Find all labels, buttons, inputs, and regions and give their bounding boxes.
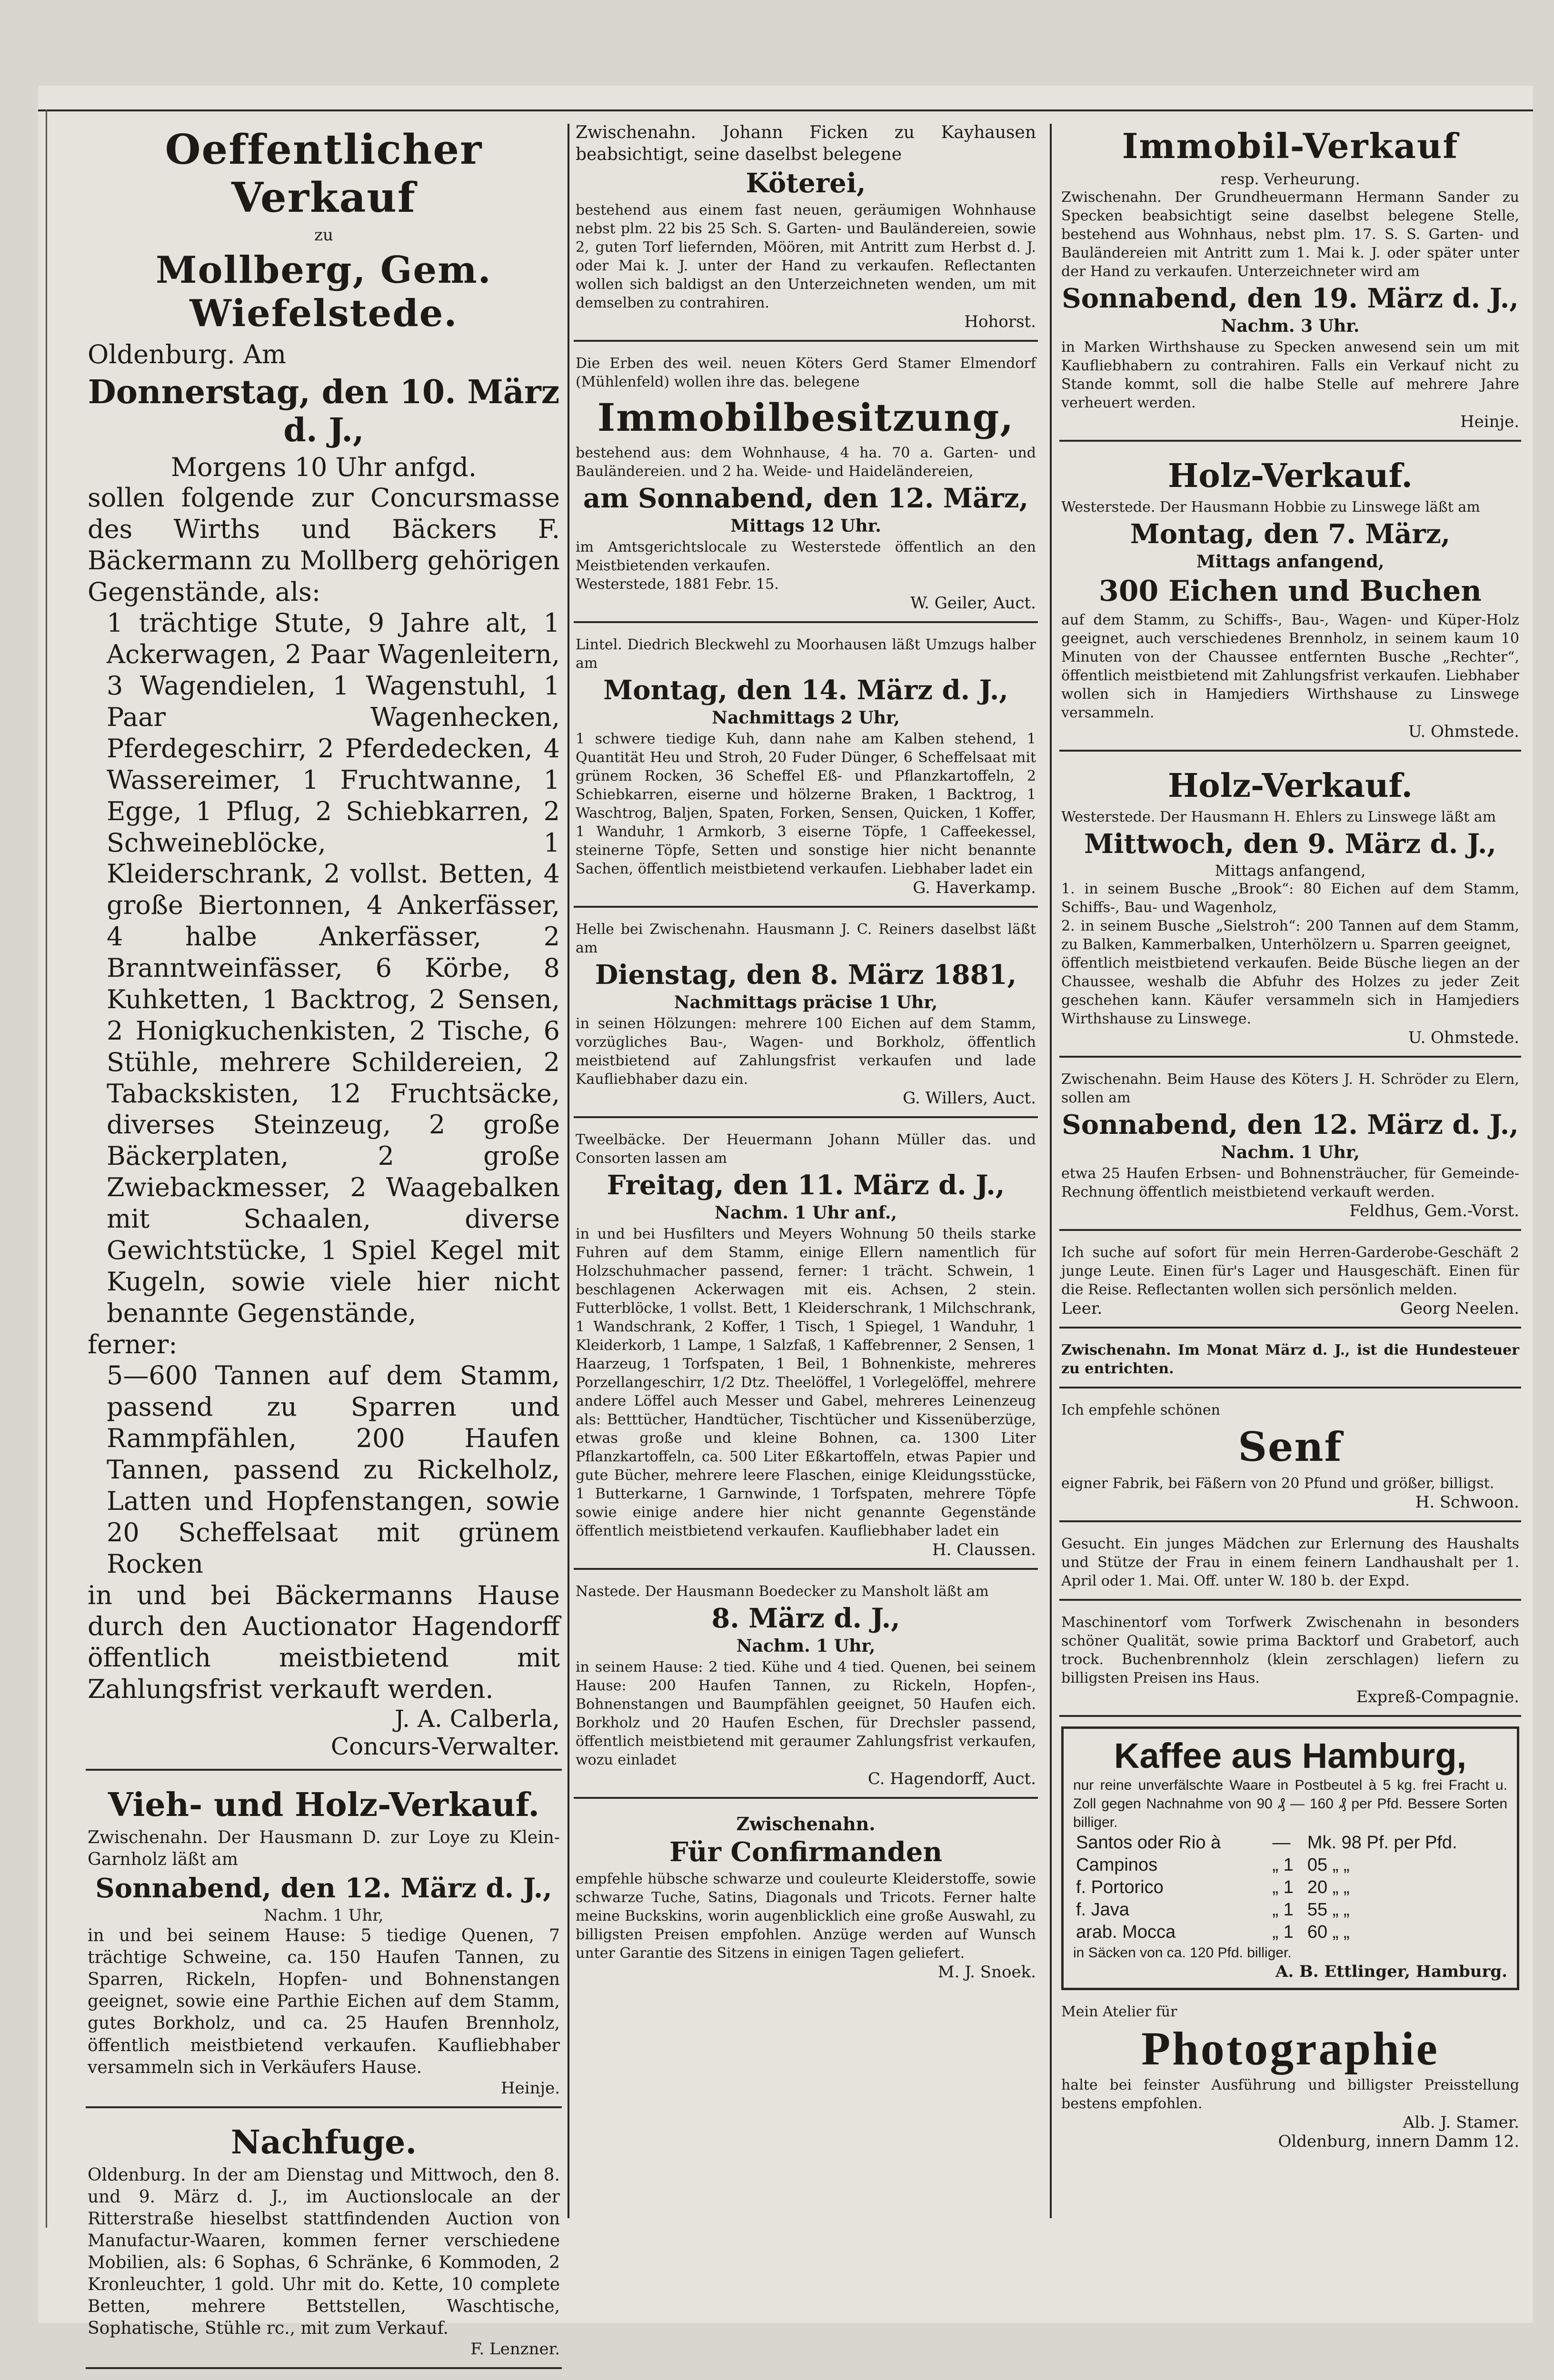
table-cell: f. Portorico	[1076, 1877, 1164, 1897]
table-row	[1073, 1899, 1507, 1921]
ad-signature: U. Ohmstede.	[1408, 722, 1519, 741]
ad-hundesteuer	[1059, 1338, 1521, 1388]
column-divider	[1050, 124, 1052, 2218]
ad-oeffentlicher-verkauf	[86, 119, 562, 1771]
ad-body: Zwischenahn. Im Monat März d. J., ist die Hundesteuer zu entrichten.	[1061, 1342, 1519, 1377]
column-3	[1059, 119, 1521, 2169]
column-2	[574, 119, 1038, 2000]
ad-title: Holz-Verkauf.	[1167, 457, 1413, 495]
ad-tweelbaecke	[574, 1128, 1038, 1570]
ad-time: Nachm. 3 Uhr.	[1221, 316, 1360, 336]
table-cell: „ 1	[1272, 1922, 1294, 1942]
ad-footer	[1061, 1299, 1519, 1318]
ad-place: Westerstede, 1881 Febr. 15.	[576, 576, 779, 593]
ad-helle	[574, 917, 1038, 1118]
ad-immobil-verkauf	[1059, 119, 1521, 442]
ad-signature: Expreß-Compagnie.	[1356, 1687, 1519, 1706]
ad-intro: Zwischenahn. Johann Ficken zu Kayhausen beabsichtigt, seine daselbst belegene	[576, 123, 1036, 165]
ad-title: Senf	[1238, 1423, 1343, 1470]
ad-subtitle: resp. Verheurung.	[1220, 170, 1360, 188]
ad-signature: Feldhus, Gem.-Vorst.	[1349, 1201, 1519, 1220]
ad-body: Zwischenahn. Der Grundheuermann Hermann Sander zu Specken beabsichtigt seine daselbst belegene Stelle, bestehend aus Wohnhaus, nebst plm. 17. S. S. Garten- und Bauländereien mit Antritt zum 1. Mai k. J. oder später unter der Hand zu verkaufen. Unterzeichneter wird am	[1061, 189, 1519, 280]
ad-intro: Westerstede. Der Hausmann Hobbie zu Linswege läßt am	[1061, 499, 1480, 516]
ad-line: Oldenburg. Am	[88, 339, 287, 369]
ad-body: Ich suche auf sofort für mein Herren-Garderobe-Geschäft 2 junge Leute. Einen für's Lager und Hausgeschäft. Einen für die Reise. Reflectanten wollen sich persönlich melden.	[1061, 1244, 1519, 1298]
ad-nachfuge	[86, 2118, 562, 2370]
ad-signature: G. Willers, Auct.	[903, 1089, 1036, 1108]
ad-intro: Mein Atelier für	[1061, 2003, 1177, 2020]
ad-signature: Concurs-Verwalter.	[330, 1733, 560, 1760]
ad-signature: W. Geiler, Auct.	[910, 594, 1036, 613]
ad-footnote: in Säcken von ca. 120 Pfd. billiger.	[1073, 1945, 1292, 1961]
ad-signature: Hohorst.	[964, 312, 1036, 332]
ad-time: Mittags anfangend,	[1215, 862, 1366, 880]
ad-date: Sonnabend, den 12. März d. J.,	[95, 1873, 552, 1904]
ad-time: Mittags 12 Uhr.	[730, 516, 881, 536]
ad-title: Photographie	[1141, 2022, 1439, 2075]
ad-date: am Sonnabend, den 12. März,	[583, 483, 1029, 515]
ad-time: Nachm. 1 Uhr,	[736, 1636, 876, 1656]
ad-photographie	[1059, 2000, 1521, 2160]
ad-body: in und bei Husfilters und Meyers Wohnung 50 theils starke Fuhren auf dem Stamm, einige Ellern namentlich für Holzschuhmacher passend, ferner: 1 trächt. Schwein, 1 beschlagenen Ackerwagen mit eis. Achsen, 2 stein. Futterblöcke, 1 vollst. Bett, 1 Kleiderschrank, 1 Milchschrank, 1 Wandschrank, 2 Koffer, 1 Tisch, 1 Spiegel, 1 Wanduhr, 1 Kleiderkorb, 1 Lampe, 1 Salzfaß, 1 Kaffebrenner, 2 Sensen, 1 Haarzeug, 1 Torfspaten, 1 Beil, 1 Bohnenkiste, mehreres Porzellangeschirr, 1/2 Dtz. Theelöffel, 1 Vorlegelöffel, mehrere andere Löffel auch Messer und Gabel, mehreres Leinenzeug als: Betttücher, Handtücher, Tischtücher und Kissenüberzüge, etwas große und kleine Bohnen, ca. 1300 Liter Pflanzkartoffeln, ca. 500 Liter Eßkartoffeln, etwas Papier und gute Bücher, mehrere leere Flaschen, einige Kleidungsstücke, 1 Butterkarne, 1 Garnwinde, 1 Torfspaten, mehrere Töpfe sowie einige andere hier nicht genannte Gegenstände öffentlich meistbietend verkaufen. Kaufliebhaber ladet ein	[576, 1226, 1036, 1540]
ad-confirmanden	[574, 1808, 1038, 1990]
ad-trees: 5—600 Tannen auf dem Stamm, passend zu Sparren und Rammpfählen, 200 Haufen Tannen, passend zu Rickelholz, Latten und Hopfenstangen, sowie 20 Scheffelsaat mit grünem Rocken	[107, 1360, 560, 1579]
table-cell: Mk. 98 Pf. per Pfd.	[1307, 1833, 1457, 1853]
ad-signature: Heinje.	[500, 2078, 560, 2098]
left-margin-rule	[46, 109, 47, 2228]
ad-title: Vieh- und Holz-Verkauf.	[108, 1786, 540, 1824]
ad-item: 2. in seinem Busche „Sielstroh“: 200 Tannen auf dem Stamm, zu Balken, Kammerbalken, Unterhölzern u. Sparren geeignet,	[1061, 918, 1519, 953]
ad-date: 8. März d. J.,	[711, 1603, 900, 1635]
ad-date: Montag, den 7. März,	[1130, 518, 1451, 550]
ad-place: Leer.	[1061, 1299, 1103, 1318]
ad-body: nur reine unverfälschte Waare in Postbeutel à 5 kg. frei Fracht u. Zoll gegen Nachnahme von 90 ₰ — 160 ₰ per Pfd. Bessere Sorten billiger.	[1073, 1777, 1507, 1830]
ad-signature: Alb. J. Stamer.	[1403, 2113, 1519, 2132]
ad-time: Nachmittags 2 Uhr,	[712, 708, 900, 728]
ad-title: Köterei,	[746, 168, 866, 199]
ad-intro: Lintel. Diedrich Bleckwehl zu Moorhausen läßt Umzugs halber am	[576, 636, 1036, 672]
ad-end: in Marken Wirthshause zu Specken anwesend sein um mit Kaufliebhabern zu contrahiren. Falls ein Verkauf nicht zu Stande kommt, soll die halbe Stelle auf mehrere Jahre verheuert werden.	[1061, 339, 1519, 411]
ad-body: Maschinentorf vom Torfwerk Zwischenahn in besonders schöner Qualität, sowie prima Backtorf und Grabetorf, auch trock. Buchenbrennholz (klein zerschlagen) liefern zu billigsten Preisen ins Haus.	[1061, 1614, 1519, 1686]
ad-gesucht	[1059, 1532, 1521, 1601]
table-cell: „ 1	[1272, 1855, 1294, 1875]
table-cell: 20 „ „	[1307, 1877, 1350, 1897]
ad-body: in und bei seinem Hause: 5 tiedige Quenen, 7 trächtige Schweine, ca. 150 Haufen Tannen, zu Sparren, Rickeln, Hopfen- und Bohnenstangen geeignet, sowie eine Parthie Eichen auf dem Stamm, gutes Borkholz, und ca. 25 Haufen Brennholz, öffentlich meistbietend verkaufen. Kaufliebhaber versammeln sich in Verkäufers Hause.	[88, 1926, 560, 2077]
ad-date: Freitag, den 11. März d. J.,	[607, 1170, 1005, 1201]
ad-ohmstede	[86, 2379, 562, 2380]
ad-place: Zwischenahn.	[736, 1813, 876, 1835]
table-cell: Campinos	[1076, 1855, 1158, 1875]
ad-body: halte bei feinster Ausführung und billigster Preisstellung bestens empfohlen.	[1061, 2077, 1519, 2112]
ad-body: in seinen Hölzungen: mehrere 100 Eichen auf dem Stamm, vorzügliches Bau-, Wagen- und Borkholz, öffentlich meistbietend auf Zahlungsfrist verkaufen und lade Kaufliebhaber dazu ein.	[576, 1015, 1036, 1088]
ad-body: bestehend aus: dem Wohnhause, 4 ha. 70 a. Garten- und Bauländereien. und 2 ha. Weide- und Haideländereien,	[576, 445, 1036, 480]
ad-time: Mittags anfangend,	[1196, 552, 1385, 572]
ad-intro: Helle bei Zwischenahn. Hausmann J. C. Reiners daselbst läßt am	[576, 921, 1036, 957]
ad-body: 1 schwere tiedige Kuh, dann nahe am Kalben stehend, 1 Quantität Heu und Stroh, 20 Fuder Dünger, 6 Scheffelsaat mit grünem Rocken, 36 Scheffel Eß- und Pflanzkartoffeln, 2 Schiebkarren, eiserne und hölzerne Braken, 1 Backtrog, 1 Waschtrog, Baljen, Spaten, Forken, Sensen, Quicken, 1 Koffer, 1 Wanduhr, 1 Armkorb, 3 eiserne Töpfe, 1 Caffeekessel, steinerne Töpfe, Setten und sonstige hier nicht benannte Sachen, öffentlich meistbietend verkaufen. Liebhaber ladet ein	[576, 731, 1036, 878]
ad-title: Kaffee aus Hamburg,	[1114, 1736, 1467, 1775]
ad-intro: Zwischenahn. Der Hausmann D. zur Loye zu Klein-Garnholz läßt am	[88, 1828, 560, 1870]
ad-end: in und bei Bäckermanns Hause durch den Auctionator Hagendorff öffentlich meistbietend mit Zahlungsfrist verkauft werden.	[88, 1580, 560, 1705]
ad-body: bestehend aus einem fast neuen, geräumigen Wohnhause nebst plm. 22 bis 25 Sch. S. Garten- und Bauländereien, sowie 2, guten Torf liefernden, Möören, mit Antritt zum Herbst d. J. oder Mai k. J. unter der Hand zu verkaufen. Reflectanten wollen sich baldigst an den Unterzeichneten wenden, um mit demselben zu contrahiren.	[576, 202, 1036, 312]
ad-leer	[1059, 1240, 1521, 1329]
ad-signature: A. B. Ettlinger, Hamburg.	[1275, 1962, 1507, 1981]
ad-intro: Zwischenahn. Beim Hause des Köters J. H. Schröder zu Elern, sollen am	[1061, 1071, 1519, 1106]
ad-title: Holz-Verkauf.	[1167, 767, 1413, 805]
ad-date: Sonnabend, den 12. März d. J.,	[1062, 1109, 1519, 1140]
ad-date: Dienstag, den 8. März 1881,	[595, 959, 1017, 991]
ad-title: Für Confirmanden	[669, 1836, 943, 1868]
ad-date: Montag, den 14. März d. J.,	[603, 674, 1008, 706]
ad-lintel	[574, 633, 1038, 908]
ad-holz-verkauf-ehlers	[1059, 761, 1521, 1058]
column-divider	[568, 124, 569, 2218]
ad-senf	[1059, 1398, 1521, 1522]
ad-intro: Die Erben des weil. neuen Köters Gerd Stamer Elmendorf (Mühlenfeld) wollen ihre das. belegene	[576, 355, 1036, 391]
ad-maschinentorf	[1059, 1610, 1521, 1717]
ad-signature: H. Schwoon.	[1415, 1493, 1519, 1512]
ad-holz-verkauf-hobbie	[1059, 451, 1521, 752]
ad-place: Mollberg, Gem. Wiefelstede.	[156, 248, 492, 335]
ad-address: Oldenburg, innern Damm 12.	[1278, 2132, 1519, 2151]
ad-body: öffentlich meistbietend verkaufen. Beide Büsche liegen an der Chaussee, weshalb die Abfuhr des Holzes zu jeder Zeit geschehen kann. Käufer versammeln sich in Hamjediers Wirthshause zu Linswege.	[1061, 955, 1519, 1027]
ad-items: 1 trächtige Stute, 9 Jahre alt, 1 Ackerwagen, 2 Paar Wagenleitern, 3 Wagendielen, 1 Wagenstuhl, 1 Paar Wagenhecken, Pferdegeschirr, 2 Pferdedecken, 4 Wassereimer, 1 Fruchtwanne, 1 Egge, 1 Pflug, 2 Schiebkarren, 2 Schweineblöcke, 1 Kleiderschrank, 2 vollst. Betten, 4 große Biertonnen, 4 Ankerfässer, 4 halbe Ankerfässer, 2 Branntweinfässer, 6 Körbe, 8 Kuhketten, 1 Backtrog, 2 Sensen, 2 Honigkuchenkisten, 2 Tische, 6 Stühle, mehrere Schildereien, 2 Tabackskisten, 12 Fruchtsäcke, diverses Steinzeug, 2 große Bäckerplaten, 2 große Zwiebackmesser, 2 Waagebalken mit Schaalen, diverse Gewichtstücke, 1 Spiel Kegel mit Kugeln, sowie viele hier nicht benannte Gegenstände,	[107, 608, 560, 1328]
ad-body: Oldenburg. In der am Dienstag und Mittwoch, den 8. und 9. März d. J., im Auctionslocale an der Ritterstraße hieselbst stattfindenden Auction von Manufactur-Waaren, kommen ferner verschiedene Mobilien, als: 6 Sophas, 6 Schränke, 6 Kommoden, 2 Kronleuchter, 1 gold. Uhr mit do. Kette, 10 complete Betten, mehrere Bettstellen, Waschtische, Sophatische, Stühle rc., mit zum Verkauf.	[88, 2165, 560, 2339]
table-cell: arab. Mocca	[1076, 1922, 1176, 1942]
ad-title: Nachfuge.	[230, 2123, 417, 2162]
ad-ferner: ferner:	[88, 1329, 178, 1359]
ad-signature: Heinje.	[1460, 412, 1519, 431]
ad-item: 1. in seinem Busche „Brook“: 80 Eichen auf dem Stamm, Schiffs-, Bau- und Wagenholz,	[1061, 881, 1519, 916]
ad-subtitle: zu	[314, 226, 333, 245]
ad-signature: U. Ohmstede.	[1408, 1028, 1519, 1047]
table-row	[1073, 1832, 1507, 1854]
table-row	[1073, 1921, 1507, 1944]
ad-koeterei	[574, 119, 1038, 342]
ad-body: etwa 25 Haufen Erbsen- und Bohnensträucher, für Gemeinde-Rechnung öffentlich meistbietend verkauft werden.	[1061, 1165, 1519, 1200]
table-cell: 05 „ „	[1307, 1855, 1350, 1875]
ad-body: Gesucht. Ein junges Mädchen zur Erlernung des Haushalts und Stütze der Frau in einem feinern Landhaushalt per 1. April oder 1. Mai. Off. unter W. 180 b. der Expd.	[1061, 1536, 1519, 1589]
ad-vieh-holz-verkauf	[86, 1780, 562, 2108]
ad-signature: M. J. Snoek.	[937, 1963, 1036, 1982]
ad-time: Nachm. 1 Uhr,	[264, 1906, 384, 1925]
table-cell: „ 1	[1272, 1877, 1294, 1897]
ad-signature: G. Haverkamp.	[913, 878, 1036, 898]
ad-signature: J. A. Calberla,	[394, 1705, 560, 1733]
ad-date: Donnerstag, den 10. März d. J.,	[88, 373, 560, 449]
ad-intro: Nastede. Der Hausmann Boedecker zu Mansholt läßt am	[576, 1583, 989, 1600]
ad-title: Immobil-Verkauf	[1122, 126, 1459, 166]
ad-body: auf dem Stamm, zu Schiffs-, Bau-, Wagen- und Küper-Holz geeignet, auch verschiedenes Brennholz, in seinem kaum 10 Minuten von der Chaussee entfernten Busche „Rechter“, öffentlich meistbietend mit Zahlungsfrist verkaufen. Liebhaber wollen sich in Hamjediers Wirthshause zu Linswege versammeln.	[1061, 612, 1519, 721]
table-cell: „ 1	[1272, 1900, 1294, 1920]
ad-end: im Amtsgerichtslocale zu Westerstede öffentlich an den Meistbietenden verkaufen.	[576, 539, 1036, 575]
column-1	[86, 119, 562, 2380]
table-cell: f. Java	[1076, 1900, 1129, 1920]
ad-intro: Ich empfehle schönen	[1061, 1402, 1220, 1418]
ad-time: Nachm. 1 Uhr anf.,	[715, 1203, 897, 1223]
ad-time: Morgens 10 Uhr anfgd.	[170, 452, 477, 482]
ad-headline: 300 Eichen und Buchen	[1099, 575, 1482, 608]
ad-body: sollen folgende zur Concursmasse des Wirths und Bäckers F. Bäckermann zu Mollberg gehörigen Gegenstände, als:	[88, 482, 560, 607]
ad-signature: C. Hagendorff, Auct.	[867, 1769, 1036, 1789]
ad-signature: H. Claussen.	[932, 1540, 1036, 1560]
table-cell: —	[1272, 1833, 1291, 1853]
ad-date: Sonnabend, den 19. März d. J.,	[1062, 283, 1519, 314]
table-row	[1073, 1854, 1507, 1876]
price-table	[1073, 1832, 1507, 1944]
ad-signature: F. Lenzner.	[470, 2340, 560, 2359]
table-cell: Santos oder Rio à	[1076, 1833, 1221, 1853]
ad-kaffee	[1061, 1726, 1519, 1990]
ad-intro: Tweelbäcke. Der Heuermann Johann Müller das. und Consorten lassen am	[576, 1131, 1036, 1167]
ad-schroeder	[1059, 1067, 1521, 1231]
table-cell: 60 „ „	[1307, 1922, 1350, 1942]
ad-time: Nachmittags präcise 1 Uhr,	[674, 992, 938, 1013]
ad-title: Immobilbesitzung,	[597, 395, 1015, 440]
ad-body: in seinem Hause: 2 tied. Kühe und 4 tied. Quenen, bei seinem Hause: 200 Haufen Tannen, zu Rickeln, Hopfen-, Bohnenstangen und Baumpfählen geeignet, 50 Haufen eich. Borkholz und 20 Haufen Eschen, für Drechsler passend, öffentlich meistbietend mit geraumer Zahlungsfrist verkaufen, wozu einladet	[576, 1659, 1036, 1769]
ad-body: eigner Fabrik, bei Fäßern von 20 Pfund und größer, billigst.	[1061, 1475, 1494, 1492]
ad-intro: Westerstede. Der Hausmann H. Ehlers zu Linswege läßt am	[1061, 809, 1496, 825]
ad-nastede	[574, 1579, 1038, 1799]
table-cell: 55 „ „	[1307, 1900, 1350, 1920]
ad-date: Mittwoch, den 9. März d. J.,	[1084, 828, 1496, 860]
ad-title: Oeffentlicher Verkauf	[165, 126, 483, 222]
table-row	[1073, 1876, 1507, 1899]
ad-signature: Georg Neelen.	[1400, 1299, 1519, 1318]
ad-time: Nachm. 1 Uhr,	[1221, 1142, 1360, 1162]
top-rule	[38, 109, 1533, 111]
ad-immobilbesitzung	[574, 351, 1038, 623]
ad-body: empfehle hübsche schwarze und couleurte Kleiderstoffe, sowie schwarze Tuche, Satins, Diagonals und Tricots. Ferner halte meine Buckskins, worin augenblicklich eine große Auswahl, zu billigsten Preisen empfohlen. Anzüge werden auf Wunsch unter Garantie des Sitzens in einigen Tagen geliefert.	[576, 1871, 1036, 1962]
